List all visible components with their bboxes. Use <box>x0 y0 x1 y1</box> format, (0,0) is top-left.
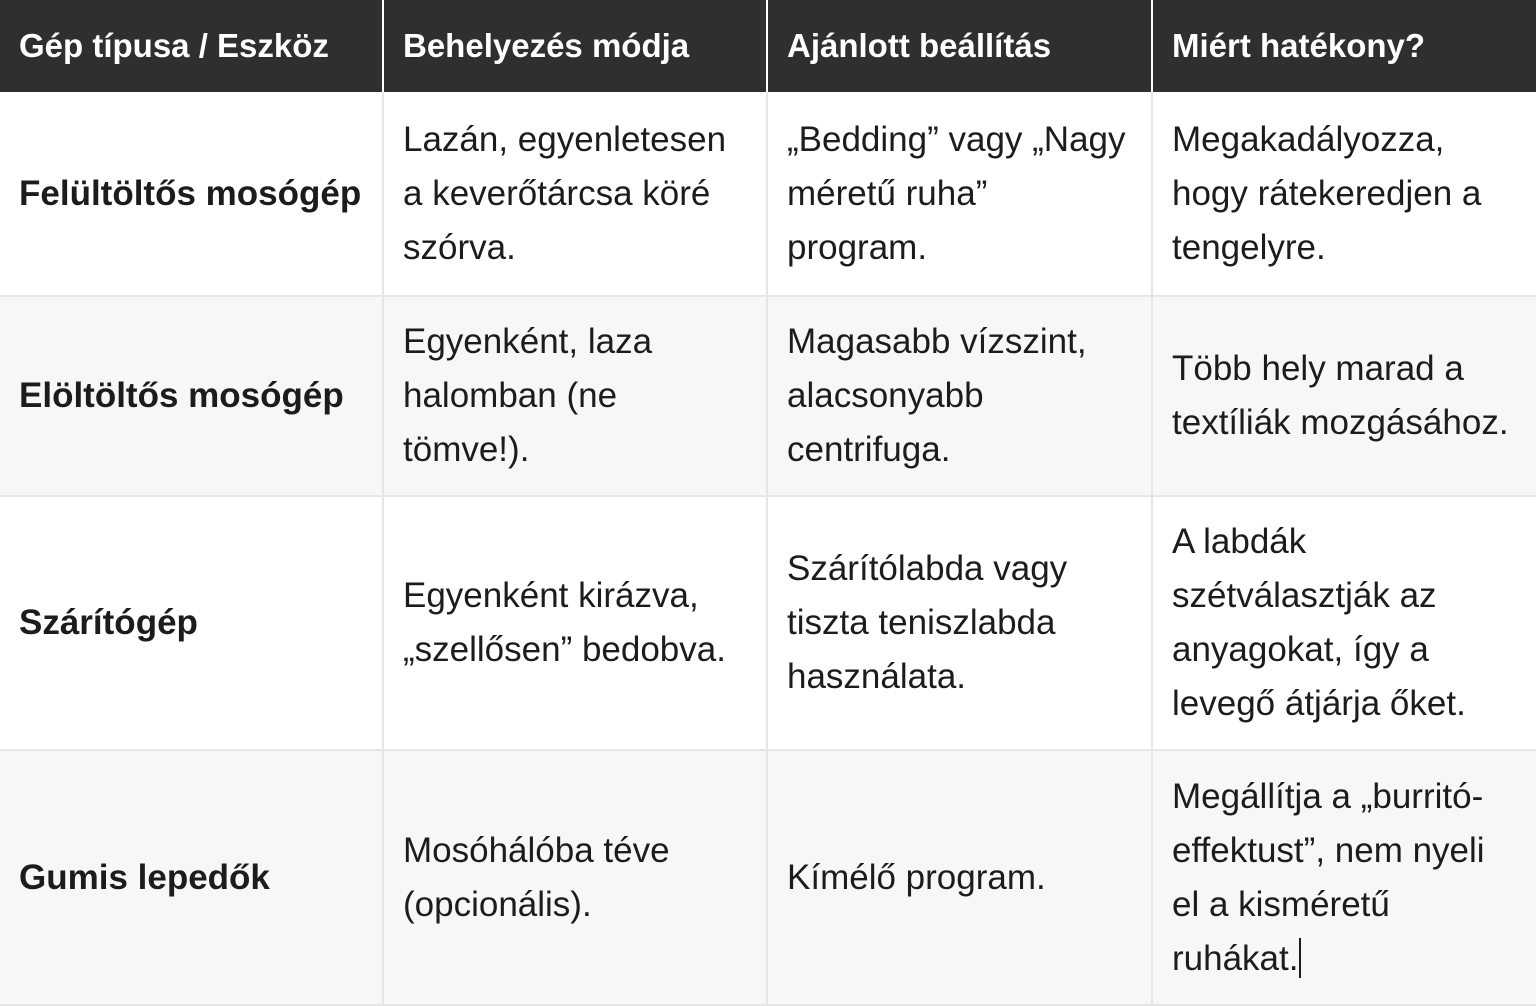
table-row-4-setting[interactable]: Kímélő program. <box>768 751 1153 1006</box>
table-row-4-device[interactable]: Gumis lepedők <box>0 751 384 1006</box>
table-row-1-device[interactable]: Felültöltős mosógép <box>0 92 384 297</box>
table-row-2-device[interactable]: Elöltöltős mosógép <box>0 297 384 497</box>
column-header-setting <box>768 0 1153 92</box>
column-header-placement <box>384 0 768 92</box>
text-cursor <box>1299 938 1301 978</box>
table-row-4-why[interactable] <box>1153 751 1536 1006</box>
table-row-3-device[interactable]: Szárítógép <box>0 497 384 751</box>
table-row-2-why[interactable]: Több hely marad a textíliák mozgásához. <box>1153 297 1536 497</box>
column-header-device <box>0 0 384 92</box>
column-header-label: Behelyezés módja <box>403 27 690 64</box>
column-header-label: Ajánlott beállítás <box>787 27 1052 64</box>
table-row-1-setting[interactable]: „Bedding” vagy „Nagy méretű ruha” program. <box>768 92 1153 297</box>
column-header-label: Miért hatékony? <box>1172 27 1426 64</box>
table-row-2-setting[interactable]: Magasabb vízszint, alacsonyabb centrifuga. <box>768 297 1153 497</box>
cell-text: Megállítja a „burritó-effektust”, nem nyeli el a kisméretű ruhákat. <box>1172 776 1485 978</box>
table-row-2-placement[interactable]: Egyenként, laza halomban (ne tömve!). <box>384 297 768 497</box>
table-row-1-placement[interactable]: Lazán, egyenletesen a keverőtárcsa köré szórva. <box>384 92 768 297</box>
table-row-3-placement[interactable]: Egyenként kirázva, „szellősen” bedobva. <box>384 497 768 751</box>
table-row-3-why[interactable]: A labdák szétválasztják az anyagokat, így a levegő átjárja őket. <box>1153 497 1536 751</box>
table-row-3-setting[interactable]: Szárítólabda vagy tiszta teniszlabda használata. <box>768 497 1153 751</box>
table-row-1-why[interactable]: Megakadályozza, hogy rátekeredjen a tengelyre. <box>1153 92 1536 297</box>
column-header-why <box>1153 0 1536 92</box>
table-row-4-why-text <box>1172 770 1518 986</box>
column-header-label: Gép típusa / Eszköz <box>19 27 329 64</box>
table-row-4-placement[interactable]: Mosóhálóba téve (opcionális). <box>384 751 768 1006</box>
